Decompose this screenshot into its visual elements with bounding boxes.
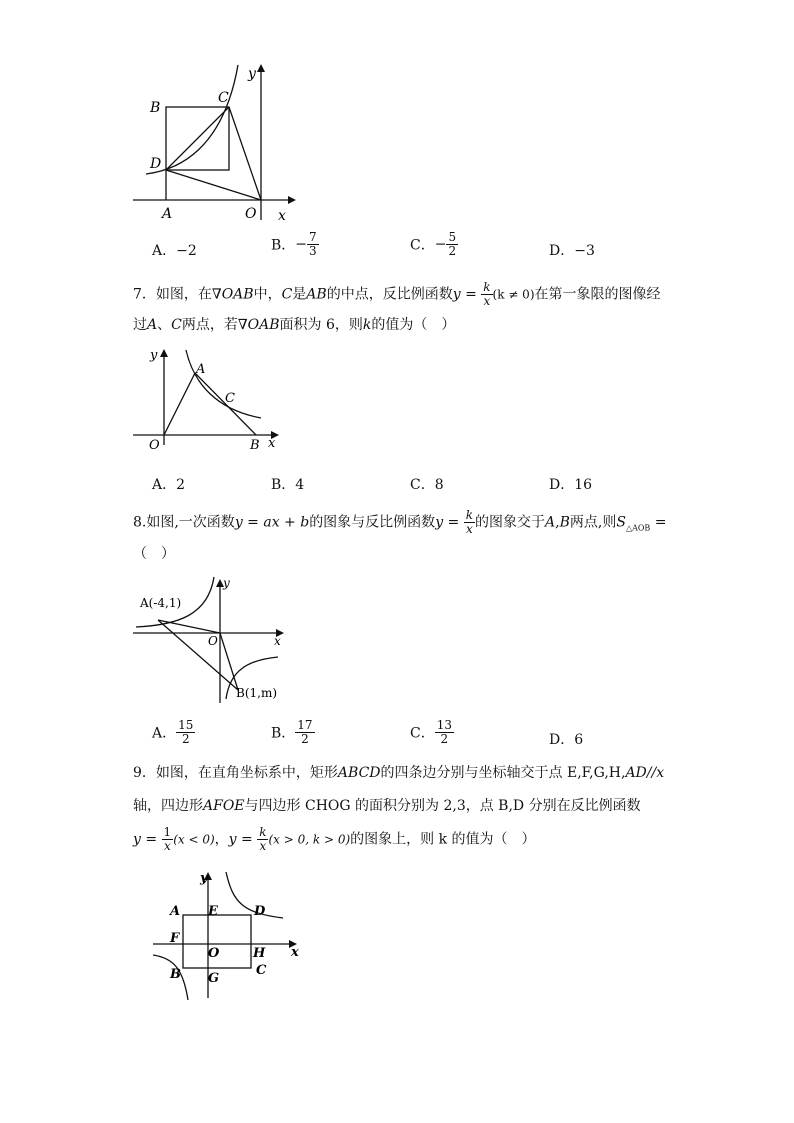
label-d: D	[150, 156, 162, 172]
label-o: O	[149, 438, 160, 453]
figure-q6	[128, 60, 298, 225]
q8-choice-d[interactable]: D．6	[549, 732, 584, 748]
label-a: A	[196, 362, 206, 377]
q7-choice-b[interactable]: B．4	[271, 477, 305, 493]
label-a: A	[162, 206, 173, 222]
q8-choice-a[interactable]: A． $\frac{15}{2}$	[152, 718, 194, 746]
label-g: G	[208, 971, 220, 986]
q6-choice-d[interactable]: D．−3	[549, 243, 595, 259]
label-b: B	[150, 100, 161, 116]
label-o: O	[208, 634, 218, 648]
label-c: C	[225, 391, 235, 406]
label-y: y	[248, 66, 256, 82]
label-f: F	[170, 931, 180, 946]
label-d: D	[254, 904, 266, 919]
label-c: C	[256, 963, 267, 978]
label-h: H	[253, 946, 266, 961]
q7-choice-c[interactable]: C．8	[410, 477, 444, 493]
q7-choice-a[interactable]: A．2	[152, 477, 186, 493]
hyperbola	[186, 350, 261, 418]
q6-choice-a[interactable]: A．−2	[152, 243, 197, 259]
label-b: B(1,m)	[236, 686, 278, 700]
q7-line1: 7．如图，在∇OAB中，C是AB的中点，反比例函数y = $\frac{k}{x}$ (k ≠ 0)在第一象限的图像经	[133, 280, 661, 308]
label-o: O	[245, 206, 257, 222]
label-y: y	[150, 348, 158, 363]
q9-line1: 9．如图，在直角坐标系中，矩形ABCD的四条边分别与坐标轴交于点 E,F,G,H,AD//x	[133, 765, 665, 781]
q8-line1: 8.如图,一次函数y = ax + b的图象与反比例函数y = $\frac{k}{x}$ 的图象交于A,B两点,则$S_{\triangle AOB}$ =	[133, 508, 667, 536]
figure-q9	[148, 868, 308, 1003]
q8-choice-b[interactable]: B． $\frac{17}{2}$	[271, 718, 313, 746]
q6-choice-b[interactable]: B．− $\frac{7}{3}$	[271, 230, 317, 258]
label-b: B	[170, 967, 181, 982]
label-o: O	[208, 946, 220, 961]
q7-line2: 过A、C两点，若∇OAB面积为 6，则k的值为（ ）	[133, 317, 456, 333]
label-x: x	[291, 945, 299, 960]
label-y: y	[223, 576, 230, 590]
figure-q7	[128, 345, 288, 455]
label-x: x	[268, 436, 276, 451]
q8-line2: （ ）	[133, 546, 175, 562]
q8-choice-c[interactable]: C． $\frac{13}{2}$	[410, 718, 452, 746]
figure-q8	[128, 575, 298, 705]
q9-line3: y = $\frac{1}{x}$ (x < 0)，y = $\frac{k}{x}$ (x > 0, k > 0)的图象上，则 k 的值为（ ）	[133, 825, 536, 853]
label-y: y	[200, 871, 208, 886]
label-x: x	[278, 208, 286, 224]
label-b: B	[250, 438, 260, 453]
line-ab	[158, 620, 238, 690]
label-e: E	[208, 904, 218, 919]
label-x: x	[274, 634, 281, 648]
q7-choice-d[interactable]: D．16	[549, 477, 593, 493]
q6-choice-c[interactable]: C．− $\frac{5}{2}$	[410, 230, 457, 258]
label-a: A	[170, 904, 181, 919]
q9-line2: 轴，四边形AFOE与四边形 CHOG 的面积分别为 2,3，点 B,D 分别在反比例函数	[133, 798, 641, 814]
label-c: C	[218, 90, 229, 106]
label-a: A(-4,1)	[140, 596, 182, 610]
